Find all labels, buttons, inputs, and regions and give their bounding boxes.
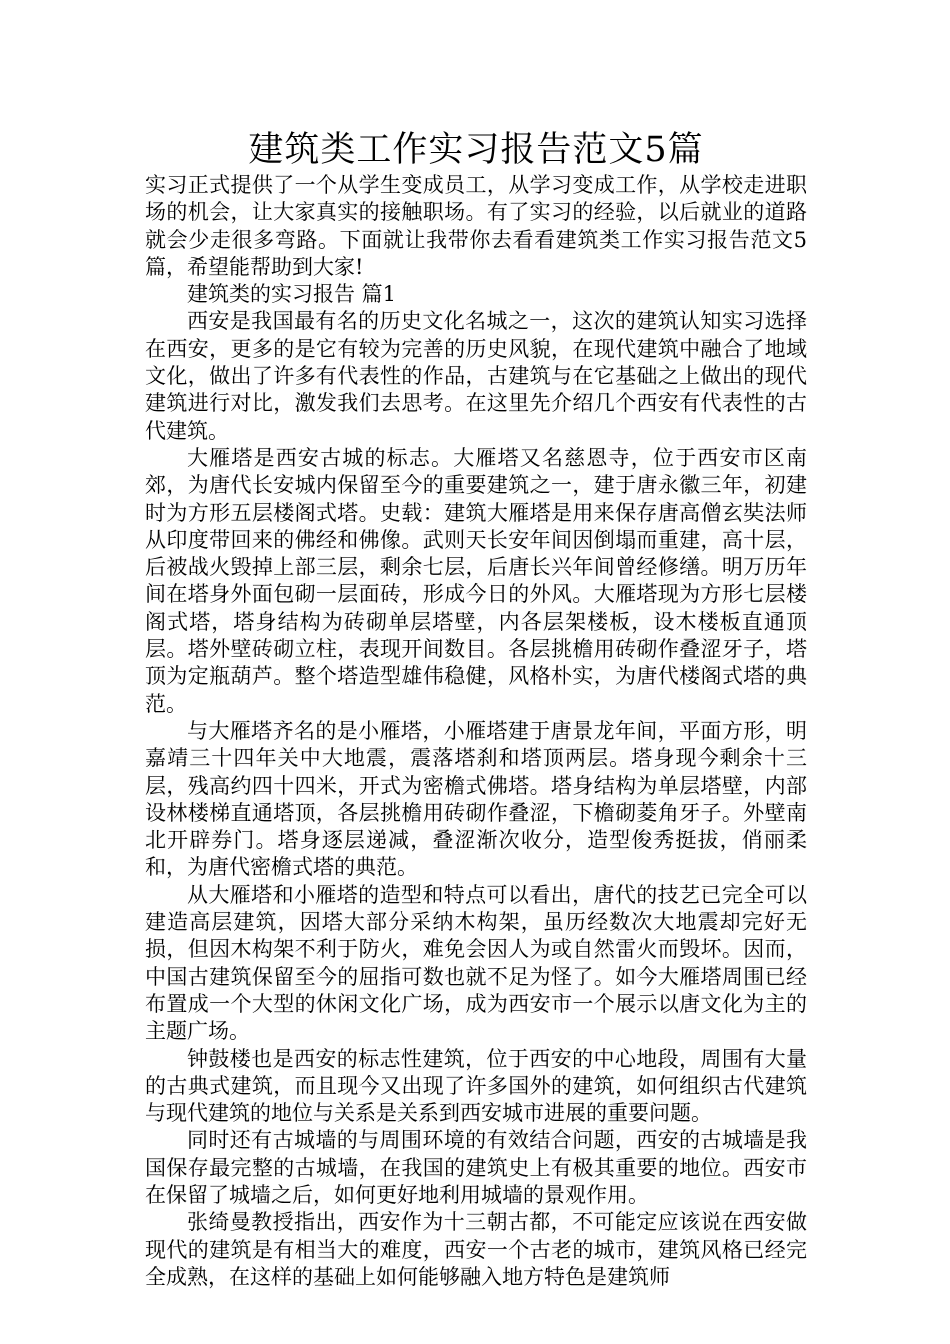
document-page — [145, 128, 807, 1291]
document-title: 建筑类工作实习报告范文5篇 — [248, 130, 704, 170]
body-paragraph: 与大雁塔齐名的是小雁塔，小雁塔建于唐景龙年间，平面方形，明嘉靖三十四年关中大地震，震落塔刹和塔顶两层。塔身现今剩余十三层，残高约四十四米，开式为密檐式佛塔。塔身结构为单层塔壁，内部设林楼梯直通塔顶，各层挑檐用砖砌作叠涩，下檐砌菱角牙子。外壁南北开辟券门。塔身逐层递减，叠涩渐次收分，造型俊秀挺拔，俏丽柔和，为唐代密檐式塔的典范。 — [145, 718, 807, 880]
body-paragraph: 大雁塔是西安古城的标志。大雁塔又名慈恩寺，位于西安市区南郊，为唐代长安城内保留至今的重要建筑之一，建于唐永徽三年，初建时为方形五层楼阁式塔。史载：建筑大雁塔是用来保存唐高僧玄奘法师从印度带回来的佛经和佛像。武则天长安年间因倒塌而重建，高十层，后被战火毁掉上部三层，剩余七层，后唐长兴年间曾经修缮。明万历年间在塔身外面包砌一层面砖，形成今日的外风。大雁塔现为方形七层楼阁式塔，塔身结构为砖砌单层塔壁，内各层架楼板，设木楼板直通顶层。塔外壁砖砌立柱，表现开间数目。各层挑檐用砖砌作叠涩牙子，塔顶为定瓶葫芦。整个塔造型雄伟稳健，风格朴实，为唐代楼阁式塔的典范。 — [145, 445, 807, 716]
body-paragraph: 西安是我国最有名的历史文化名城之一，这次的建筑认知实习选择在西安，更多的是它有较为完善的历史风貌，在现代建筑中融合了地域文化，做出了许多有代表性的作品，古建筑与在它基础之上做出的现代建筑进行对比，激发我们去思考。在这里先介绍几个西安有代表性的古代建筑。 — [145, 309, 807, 443]
section-heading: 建筑类的实习报告 篇1 — [187, 282, 397, 307]
body-paragraph: 钟鼓楼也是西安的标志性建筑，位于西安的中心地段，周围有大量的古典式建筑，而且现今又出现了许多国外的建筑，如何组织古代建筑与现代建筑的地位与关系是关系到西安城市进展的重要问题。 — [145, 1046, 807, 1126]
body-paragraph: 张绮曼教授指出，西安作为十三朝古都，不可能定应该说在西安做现代的建筑是有相当大的难度，西安一个古老的城市，建筑风格已经完全成熟，在这样的基础上如何能够融入地方特色是建筑师 — [145, 1210, 807, 1289]
body-paragraph: 同时还有古城墙的与周围环境的有效结合问题，西安的古城墙是我国保存最完整的古城墙，在我国的建筑史上有极其重要的地位。西安市在保留了城墙之后，如何更好地利用城墙的景观作用。 — [145, 1128, 807, 1207]
intro-paragraph: 实习正式提供了一个从学生变成员工，从学习变成工作，从学校走进职场的机会，让大家真实的接触职场。有了实习的经验，以后就业的道路就会少走很多弯路。下面就让我带你去看看建筑类工作实习报告范文5篇，希望能帮助到大家! — [145, 173, 807, 279]
body-paragraph: 从大雁塔和小雁塔的造型和特点可以看出，唐代的技艺已完全可以建造高层建筑，因塔大部分采纳木构架，虽历经数次大地震却完好无损，但因木构架不利于防火，难免会因人为或自然雷火而毁坏。因而，中国古建筑保留至今的屈指可数也就不足为怪了。如今大雁塔周围已经布置成一个大型的休闲文化广场，成为西安市一个展示以唐文化为主的主题广场。 — [145, 882, 807, 1044]
